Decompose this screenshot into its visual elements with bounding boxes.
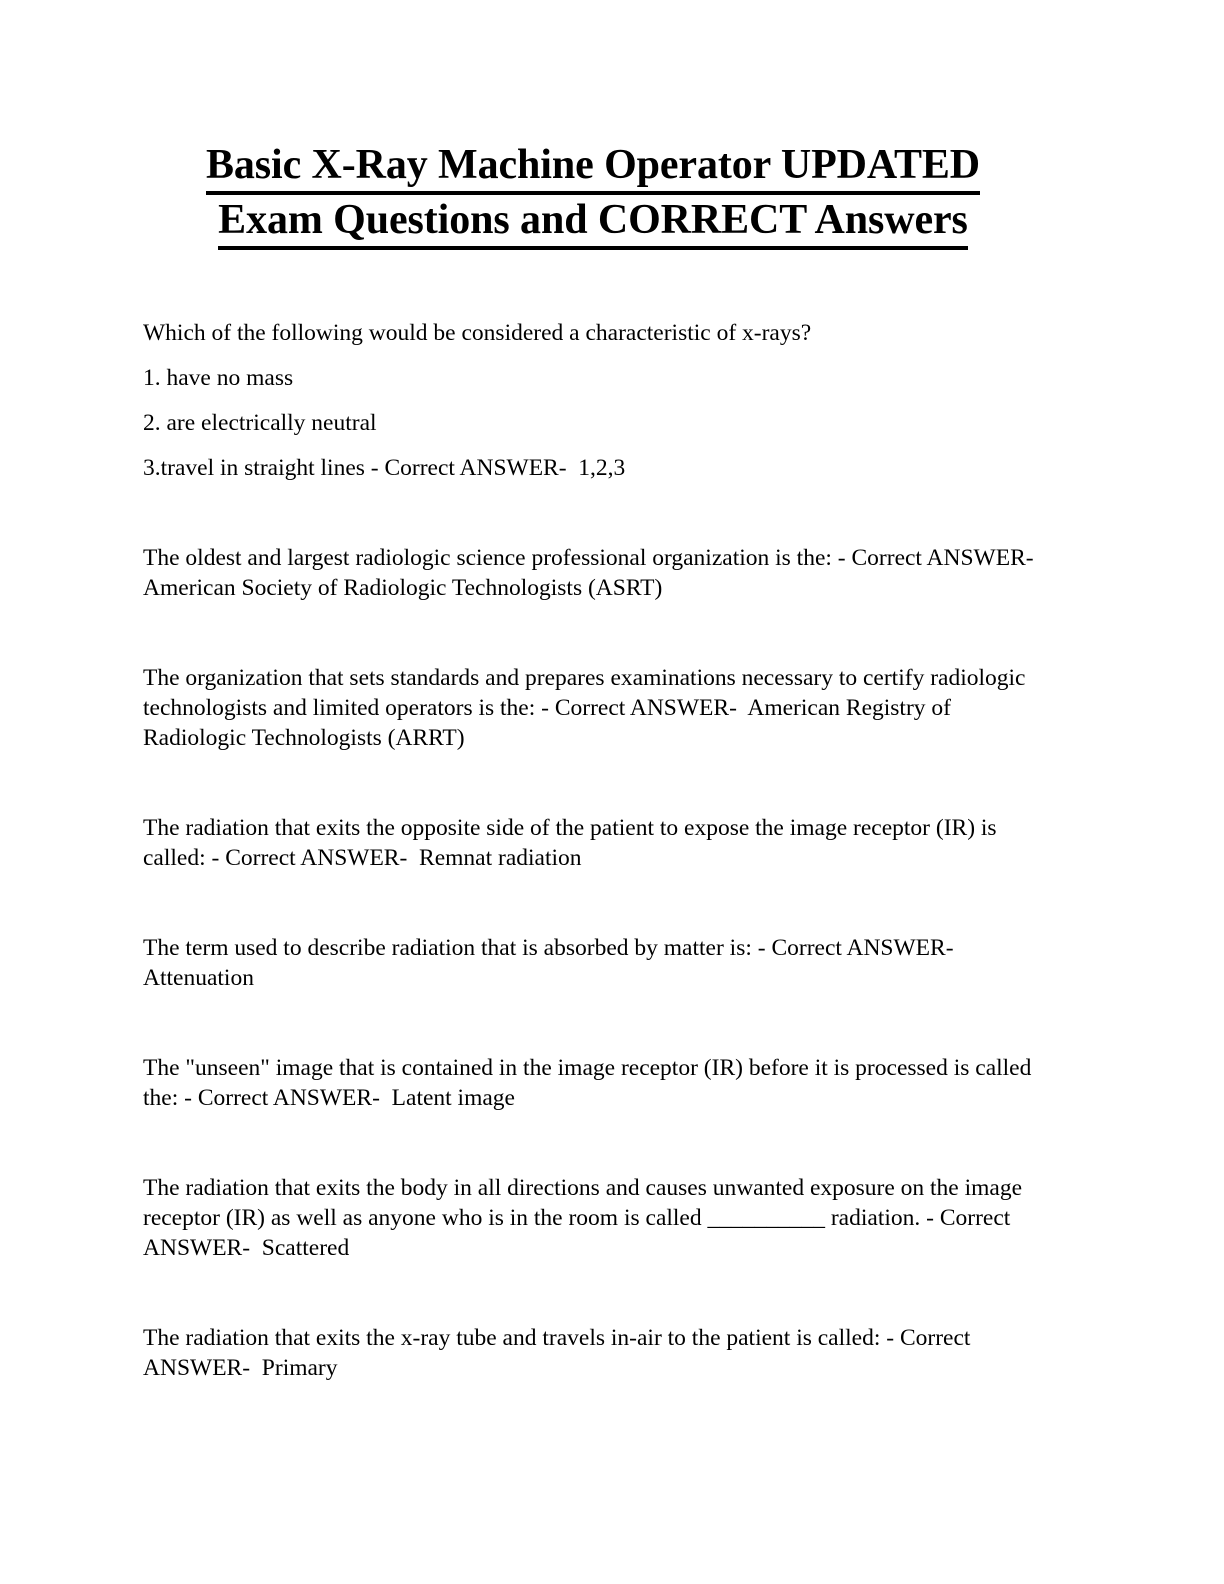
qa-block-remnant-radiation: The radiation that exits the opposite side of the patient to expose the image receptor (IR) is called: - Correct ANSWER- Remnat radiation bbox=[143, 815, 1003, 871]
answer-option-1: 1. have no mass bbox=[143, 365, 294, 391]
answer-option-2: 2. are electrically neutral bbox=[143, 410, 377, 436]
qa-block-primary-radiation: The radiation that exits the x-ray tube and travels in-air to the patient is called: - Correct ANSWER- Primary bbox=[143, 1325, 976, 1381]
qa-block-asrt: The oldest and largest radiologic science professional organization is the: - Correct ANSWER- American Society of Radiologic Technologists (ASRT) bbox=[143, 545, 1039, 601]
question-stem: Which of the following would be considered a characteristic of x-rays? bbox=[143, 320, 812, 346]
page-title bbox=[143, 140, 1043, 250]
qa-block-scattered-radiation: The radiation that exits the body in all directions and causes unwanted exposure on the image receptor (IR) as well as anyone who is in the room is called __________ radiation. - Correct ANSWER- Scattered bbox=[143, 1175, 1028, 1261]
page-title-line-1: Basic X-Ray Machine Operator UPDATED bbox=[206, 140, 980, 195]
page-title-line-2: Exam Questions and CORRECT Answers bbox=[218, 195, 968, 250]
qa-block-latent-image: The "unseen" image that is contained in the image receptor (IR) before it is processed is called the: - Correct ANSWER- Latent image bbox=[143, 1055, 1038, 1111]
qa-block-arrt: The organization that sets standards and prepares examinations necessary to certify radiologic technologists and limited operators is the: - Correct ANSWER- American Registry of Radiologic Technologists (ARRT) bbox=[143, 665, 1032, 751]
qa-block-attenuation: The term used to describe radiation that is absorbed by matter is: - Correct ANSWER- Attenuation bbox=[143, 935, 959, 991]
answer-option-3-with-answer: 3.travel in straight lines - Correct ANSWER- 1,2,3 bbox=[143, 455, 626, 481]
document-body bbox=[143, 318, 1045, 1383]
